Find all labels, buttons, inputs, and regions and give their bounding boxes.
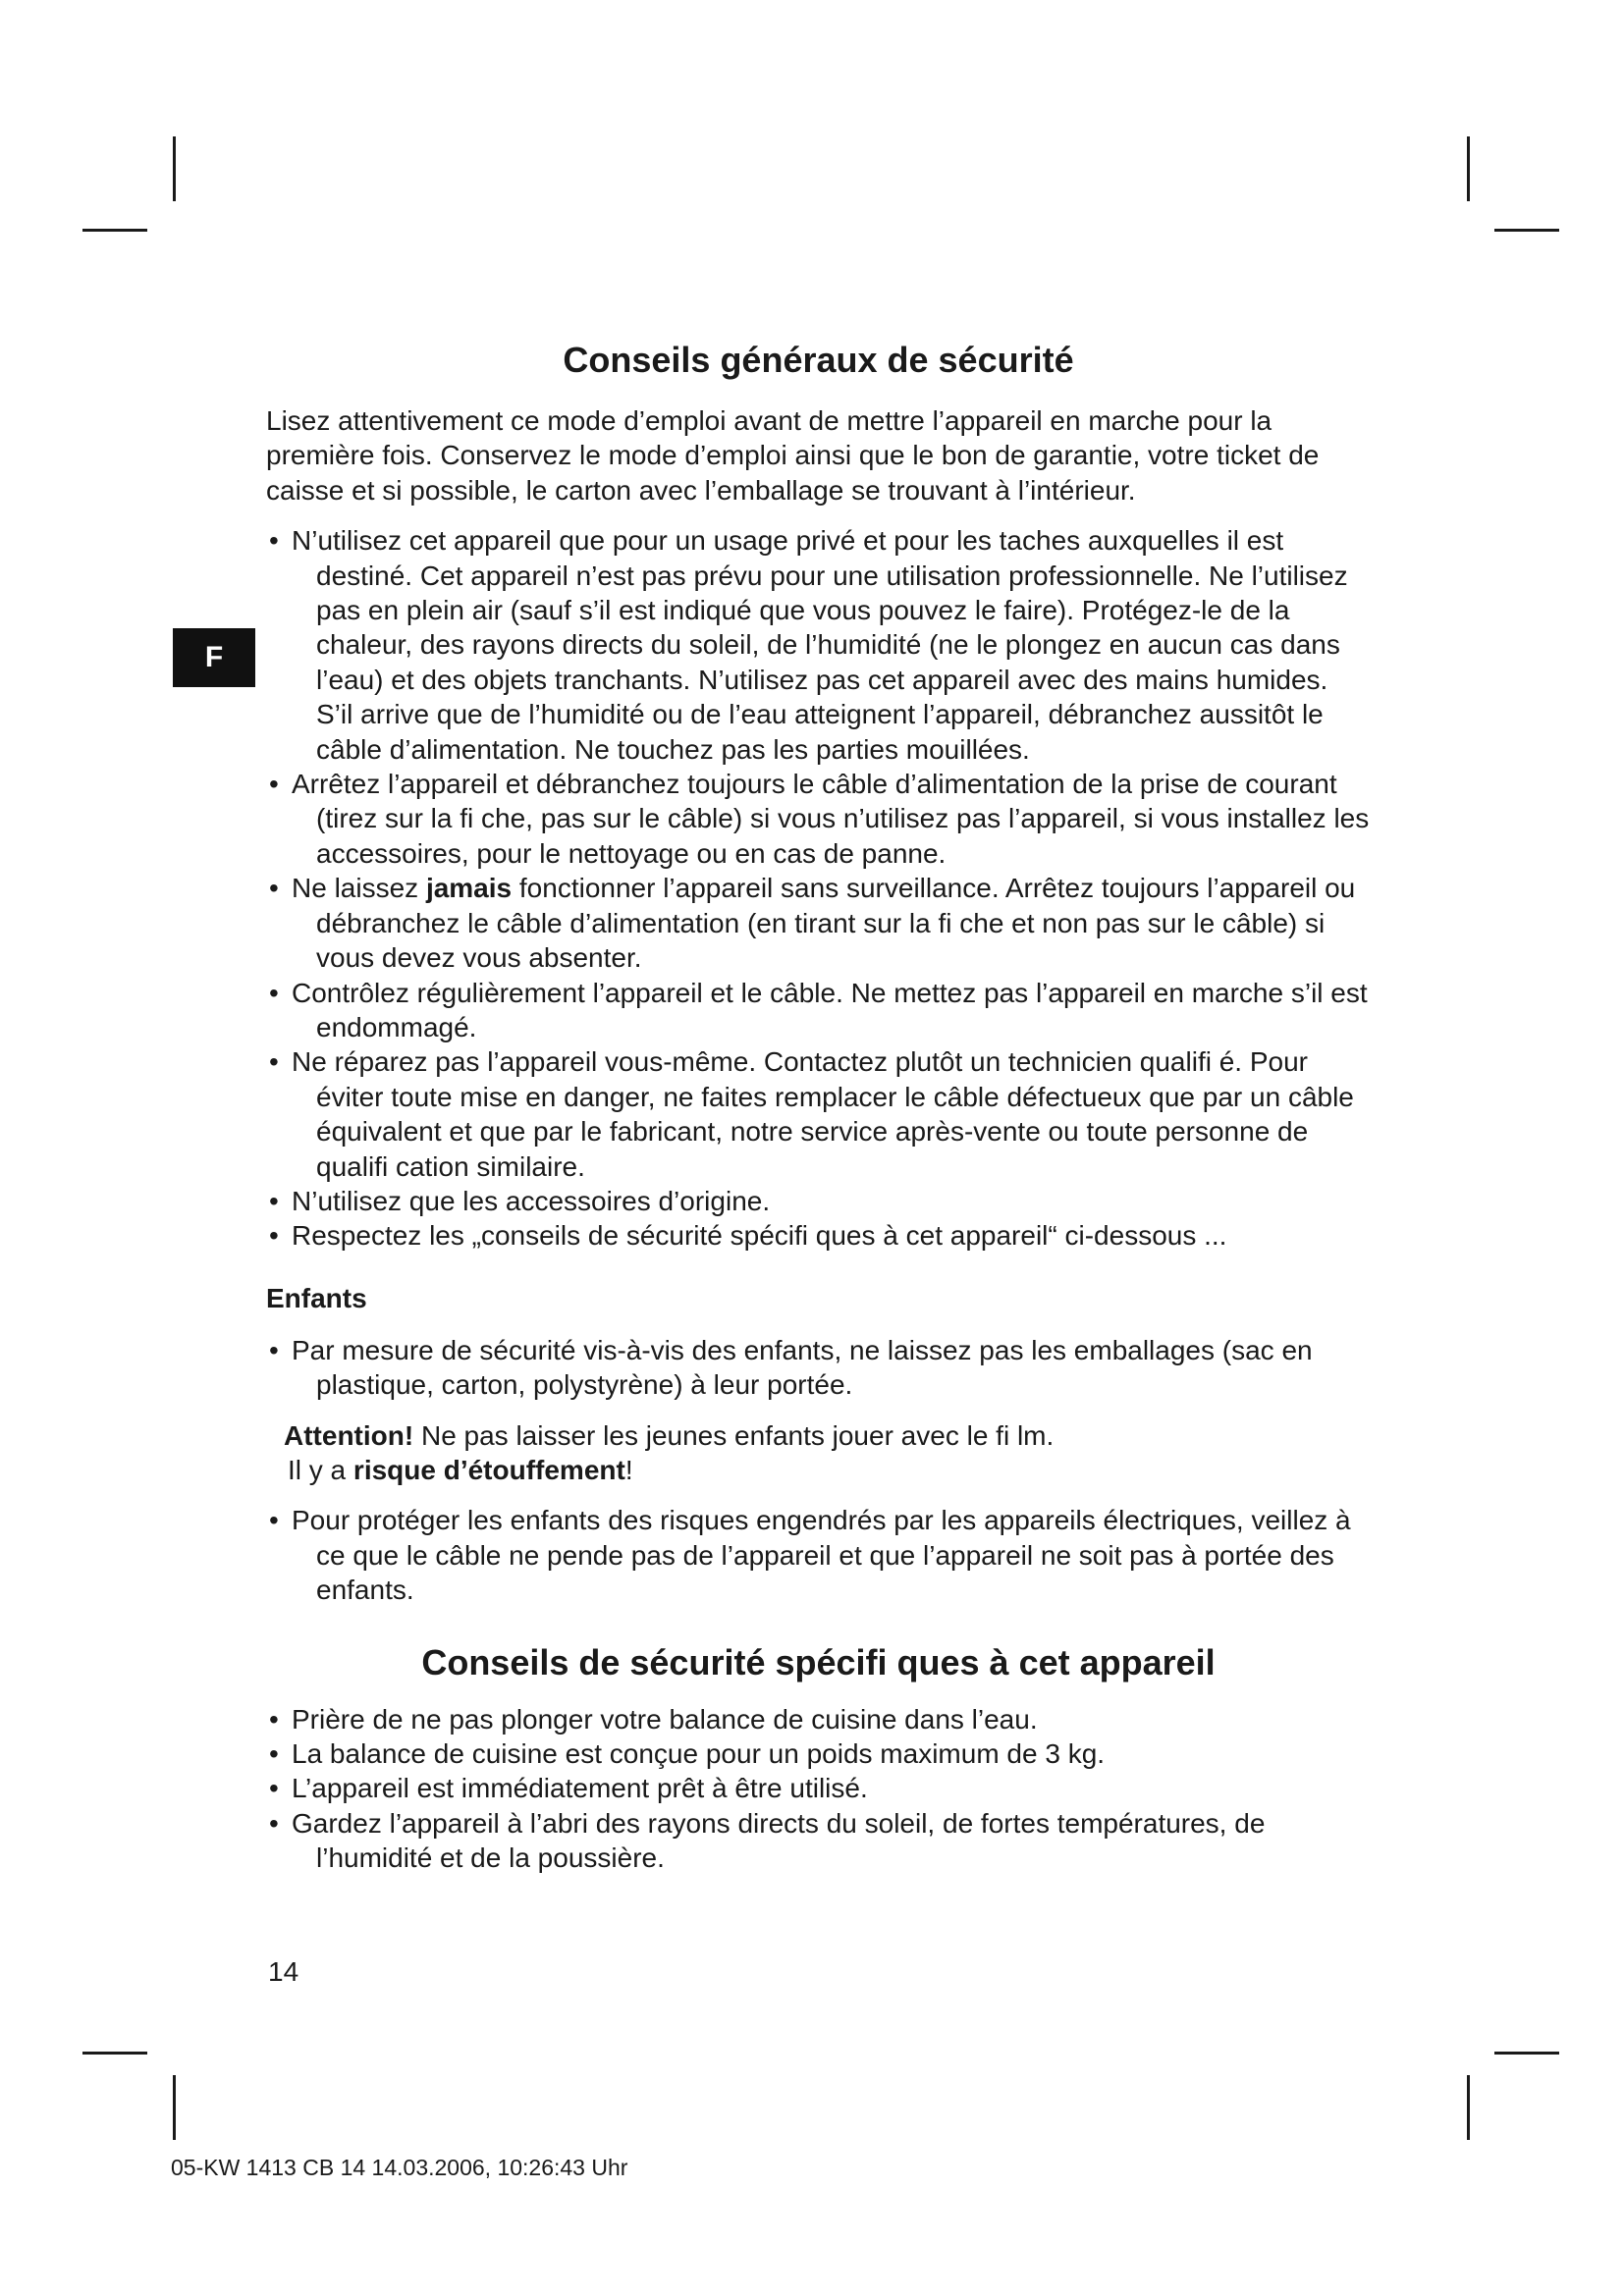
list-item-text: fonctionner l’appareil sans surveillance. Arrêtez toujours l’appareil ou débranchez le câble d’alimentation (en tirant sur la fi che et non pas sur le câble) si vous devez vous absenter.	[316, 873, 1356, 974]
crop-mark-top-right-horizontal	[1494, 229, 1559, 232]
page-content	[266, 339, 1371, 1876]
list-item	[266, 871, 1371, 975]
list-item-text: Ne laissez	[292, 873, 426, 904]
list-item: • Ne réparez pas l’appareil vous-même. Contactez plutôt un technicien qualifi é. Pour éviter toute mise en danger, ne faites remplacer le câble défectueux que par un câble équivalent et que par le fabricant, notre service après-vente ou toute personne de qualifi cation similaire.	[266, 1044, 1371, 1184]
attention-text: Ne pas laisser les jeunes enfants jouer avec le fi lm.	[413, 1419, 1055, 1451]
crop-mark-bottom-right-horizontal	[1494, 2052, 1559, 2055]
page-number: 14	[268, 1956, 299, 1987]
attention-notice	[284, 1418, 1371, 1488]
list-item: • N’utilisez cet appareil que pour un usage privé et pour les taches auxquelles il est destiné. Cet appareil n’est pas prévu pour une utilisation professionnelle. Ne l’utilisez pas en plein air (sauf s’il est indiqué que vous pouvez le faire). Protégez-le de la chaleur, des rayons directs du soleil, de l’humidité (ne le plongez en aucun cas dans l’eau) et des objets tranchants. N’utilisez pas cet appareil avec des mains humides. S’il arrive que de l’humidité ou de l’eau atteignent l’appareil, débranchez aussitôt le câble d’alimentation. Ne touchez pas les parties mouillées.	[266, 523, 1371, 767]
list-item: • La balance de cuisine est conçue pour un poids maximum de 3 kg.	[266, 1736, 1371, 1771]
list-item: • Par mesure de sécurité vis-à-vis des enfants, ne laissez pas les emballages (sac en plastique, carton, polystyrène) à leur portée.	[266, 1333, 1371, 1403]
intro-paragraph: Lisez attentivement ce mode d’emploi avant de mettre l’appareil en marche pour la première fois. Conservez le mode d’emploi ainsi que le bon de garantie, votre ticket de caisse et si possible, le carton avec l’emballage se trouvant à l’intérieur.	[266, 405, 1320, 506]
children-heading: Enfants	[266, 1282, 367, 1313]
device-specific-list	[266, 1702, 1371, 1876]
crop-mark-bottom-left-vertical	[173, 2075, 176, 2140]
list-item: • N’utilisez que les accessoires d’origine.	[266, 1184, 1371, 1218]
risk-suffix: !	[624, 1454, 633, 1485]
crop-mark-top-right-vertical	[1467, 136, 1470, 201]
list-item: • Respectez les „conseils de sécurité spécifi ques à cet appareil“ ci-dessous ...	[266, 1218, 1371, 1253]
emphasis-never: jamais	[425, 873, 513, 904]
list-item: • Arrêtez l’appareil et débranchez toujours le câble d’alimentation de la prise de courant (tirez sur la fi che, pas sur le câble) si vous n’utilisez pas l’appareil, si vous installez les accessoires, pour le nettoyage ou en cas de panne.	[266, 767, 1371, 871]
general-safety-list	[266, 523, 1371, 1254]
crop-mark-bottom-right-vertical	[1467, 2075, 1470, 2140]
list-item: • Contrôlez régulièrement l’appareil et le câble. Ne mettez pas l’appareil en marche s’il est endommagé.	[266, 976, 1371, 1045]
risk-warning: risque d’étouffement	[352, 1454, 625, 1485]
section-title-general-safety: Conseils généraux de sécurité	[563, 340, 1074, 380]
risk-prefix: Il y a	[288, 1454, 353, 1485]
list-item: • Prière de ne pas plonger votre balance de cuisine dans l’eau.	[266, 1702, 1371, 1736]
crop-mark-top-left-vertical	[173, 136, 176, 201]
crop-mark-top-left-horizontal	[82, 229, 147, 232]
language-tab: F	[173, 628, 255, 687]
list-item: • Gardez l’appareil à l’abri des rayons directs du soleil, de fortes températures, de l’humidité et de la poussière.	[266, 1806, 1371, 1876]
print-footer: 05-KW 1413 CB 14 14.03.2006, 10:26:43 Uhr	[171, 2155, 628, 2180]
children-list	[266, 1333, 1371, 1403]
crop-mark-bottom-left-horizontal	[82, 2052, 147, 2055]
attention-label: Attention!	[284, 1419, 414, 1451]
children-list-2	[266, 1503, 1371, 1607]
list-item: • Pour protéger les enfants des risques engendrés par les appareils électriques, veillez à ce que le câble ne pende pas de l’appareil et que l’appareil ne soit pas à portée des enfants.	[266, 1503, 1371, 1607]
section-title-device-specific: Conseils de sécurité spécifi ques à cet appareil	[421, 1641, 1216, 1682]
list-item: • L’appareil est immédiatement prêt à être utilisé.	[266, 1771, 1371, 1805]
